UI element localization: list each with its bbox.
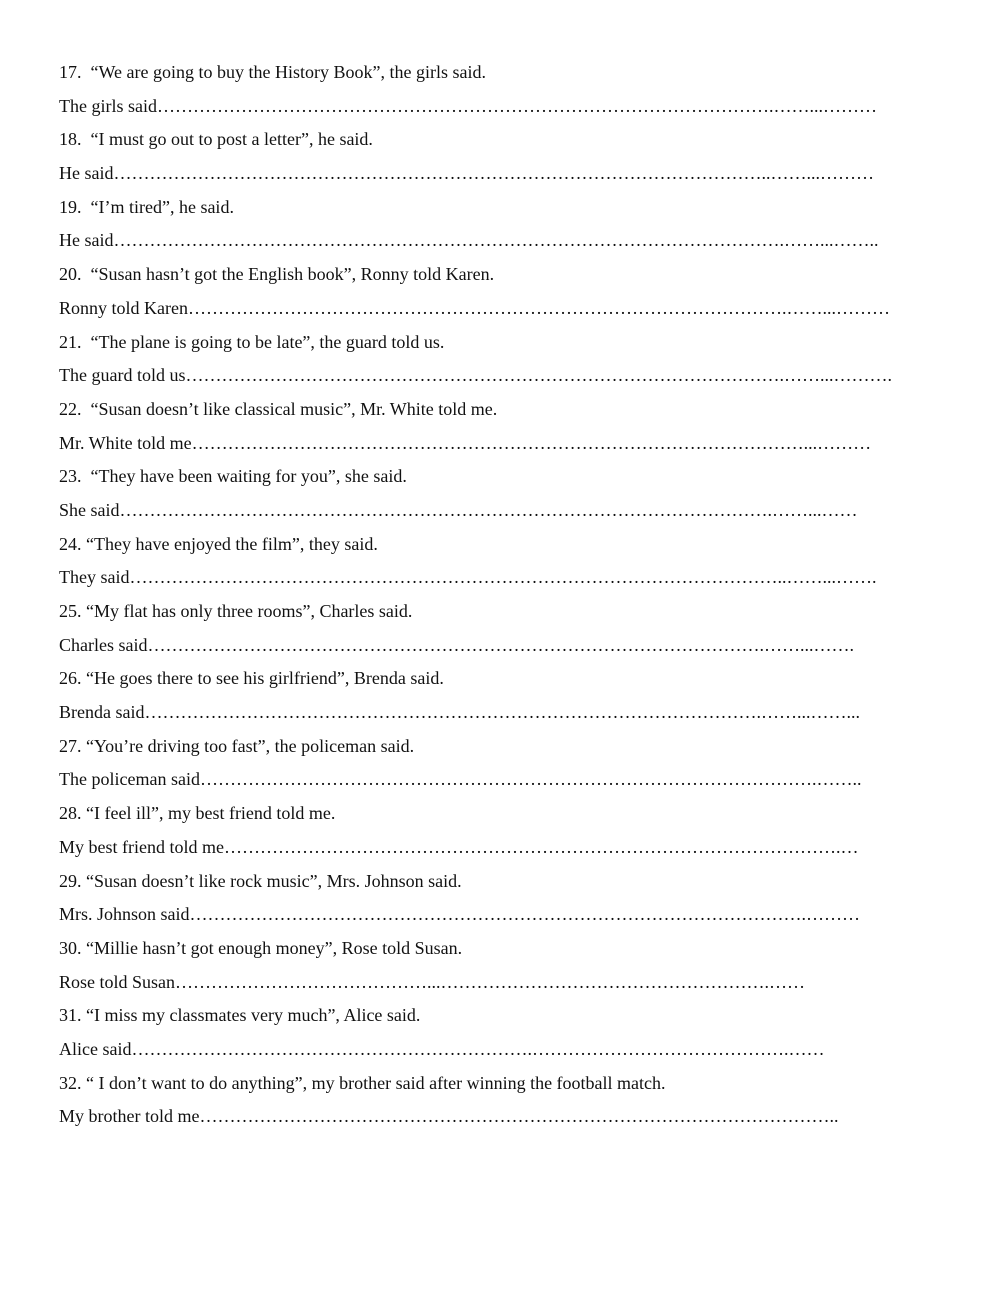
question-text: “The plane is going to be late”, the guard told us. — [90, 331, 445, 352]
answer-line-23[interactable]: She said……………………………………………………………………………………………….……...…… — [59, 499, 858, 520]
question-gap — [82, 399, 91, 419]
reported-speech-exercise-list — [59, 56, 919, 1134]
question-text: “They have been waiting for you”, she said. — [90, 466, 407, 487]
question-20 — [59, 258, 919, 292]
question-number: 25. — [59, 601, 82, 621]
answer-line-32[interactable]: My brother told me…………………………………………………………………………………………….. — [59, 1106, 839, 1127]
question-text: “They have enjoyed the film”, they said. — [86, 533, 378, 554]
question-text: “Millie hasn’t got enough money”, Rose told Susan. — [86, 937, 463, 958]
question-17 — [59, 56, 919, 90]
question-32 — [59, 1067, 919, 1101]
question-number: 20. — [59, 264, 82, 285]
question-30 — [59, 932, 919, 966]
question-text: “We are going to buy the History Book”, the girls said. — [90, 62, 486, 82]
question-number: 28. — [59, 803, 82, 824]
question-gap — [82, 62, 91, 82]
question-25 — [59, 595, 919, 629]
question-29 — [59, 865, 919, 899]
answer-line-19[interactable]: He said………………………………………………………………………………………………….……...…….. — [59, 230, 879, 251]
question-text: “Susan hasn’t got the English book”, Ronny told Karen. — [90, 264, 495, 285]
answer-line-18[interactable]: He said………………………………………………………………………………………………..……...……… — [59, 163, 874, 184]
answer-line-17[interactable]: The girls said………………………………………………………………………………………….……...……… — [59, 95, 877, 116]
question-19 — [59, 191, 919, 225]
question-text: “Susan doesn’t like rock music”, Mrs. Johnson said. — [86, 870, 462, 891]
question-text: “Susan doesn’t like classical music”, Mr. White told me. — [90, 398, 498, 419]
question-31 — [59, 999, 919, 1033]
question-27 — [59, 730, 919, 764]
question-number: 29. — [59, 870, 82, 891]
answer-line-25[interactable]: Charles said………………………………………………………………………………………….……...……. — [59, 634, 854, 655]
answer-line-24[interactable]: They said………………………………………………………………………………………………..……...……. — [59, 567, 877, 588]
answer-line-29[interactable]: Mrs. Johnson said………………………………………………………………………………………….……… — [59, 904, 861, 925]
question-number: 23. — [59, 466, 82, 487]
question-21 — [59, 326, 919, 360]
question-text: “I’m tired”, he said. — [90, 196, 234, 217]
question-number: 18. — [59, 129, 82, 150]
question-number: 26. — [59, 668, 82, 689]
question-22 — [59, 393, 919, 427]
question-gap — [82, 332, 91, 352]
question-text: “My flat has only three rooms”, Charles said. — [86, 601, 413, 621]
question-gap — [82, 466, 91, 486]
question-23 — [59, 460, 919, 494]
answer-line-20[interactable]: Ronny told Karen……………………………………………………………………………………….……...……… — [59, 297, 890, 318]
question-text: “I must go out to post a letter”, he said. — [90, 129, 373, 150]
answer-line-28[interactable]: My best friend told me………………………………………………………………………………………….… — [59, 836, 859, 857]
question-24 — [59, 528, 919, 562]
question-text: “I miss my classmates very much”, Alice said. — [86, 1005, 421, 1026]
answer-line-30[interactable]: Rose told Susan……………………………………...……………………………………………….…… — [59, 971, 806, 992]
answer-line-26[interactable]: Brenda said………………………………………………………………………………………….……...……... — [59, 702, 860, 723]
question-number: 30. — [59, 937, 82, 958]
question-number: 27. — [59, 735, 82, 756]
question-number: 21. — [59, 331, 82, 352]
answer-line-31[interactable]: Alice said………………………………………………………….…………………………………….…… — [59, 1038, 825, 1059]
question-text: “He goes there to see his girlfriend”, Brenda said. — [86, 668, 444, 689]
question-number: 31. — [59, 1005, 82, 1026]
answer-line-21[interactable]: The guard told us……………………………………………………………………………………….……...………. — [59, 365, 892, 386]
question-number: 22. — [59, 398, 82, 419]
answer-line-22[interactable]: Mr. White told me…………………………………………………………………………………………...……… — [59, 432, 872, 453]
question-text: “You’re driving too fast”, the policeman said. — [86, 735, 415, 756]
question-26 — [59, 662, 919, 696]
answer-line-27[interactable]: The policeman said………………………………………………………………………………………….…….. — [59, 769, 862, 790]
question-number: 32. — [59, 1072, 82, 1093]
question-text: “I feel ill”, my best friend told me. — [86, 803, 336, 824]
question-gap — [82, 129, 91, 149]
question-number: 17. — [59, 62, 82, 82]
question-gap — [82, 197, 91, 217]
question-text: “ I don’t want to do anything”, my brother said after winning the football match. — [86, 1072, 666, 1093]
question-number: 24. — [59, 533, 82, 554]
question-gap — [82, 264, 91, 284]
question-number: 19. — [59, 196, 82, 217]
question-28 — [59, 797, 919, 831]
question-18 — [59, 123, 919, 157]
